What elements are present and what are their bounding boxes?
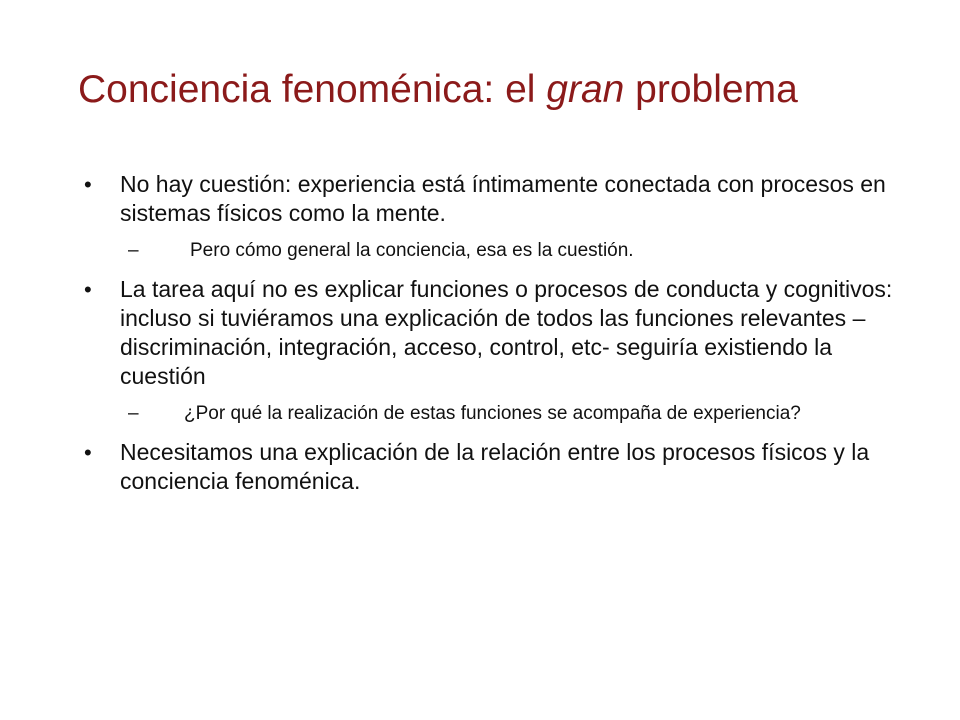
slide-title (78, 66, 918, 114)
bullet-text: No hay cuestión: experiencia está íntimamente conectada con procesos en sistemas físicos como la mente. (120, 171, 886, 226)
title-text-end: problema (624, 68, 798, 111)
bullet-item-2 (74, 275, 914, 391)
dash-icon: – (128, 240, 139, 261)
bullet-item-1 (74, 170, 914, 228)
sub-item-1 (119, 238, 914, 263)
bullet-item-3 (74, 438, 914, 496)
slide-body (74, 170, 914, 506)
dash-icon: – (128, 403, 139, 424)
sub-item-text: Pero cómo general la conciencia, esa es la cuestión. (190, 240, 634, 261)
bullet-icon: • (84, 277, 92, 302)
bullet-text: Necesitamos una explicación de la relación entre los procesos físicos y la conciencia fenoménica. (120, 439, 870, 494)
bullet-icon: • (84, 440, 92, 465)
sub-item-2 (128, 401, 914, 426)
title-text: Conciencia fenoménica: el (78, 68, 547, 111)
bullet-icon: • (84, 172, 92, 197)
title-emphasis: gran (546, 68, 625, 111)
sub-item-text: ¿Por qué la realización de estas funciones se acompaña de experiencia? (184, 403, 801, 424)
bullet-text: La tarea aquí no es explicar funciones o procesos de conducta y cognitivos: incluso si tuviéramos una explicación de todos las funciones relevantes – discriminación, integración, acceso, control, etc- seguiría existiendo la cuestión (120, 276, 893, 389)
